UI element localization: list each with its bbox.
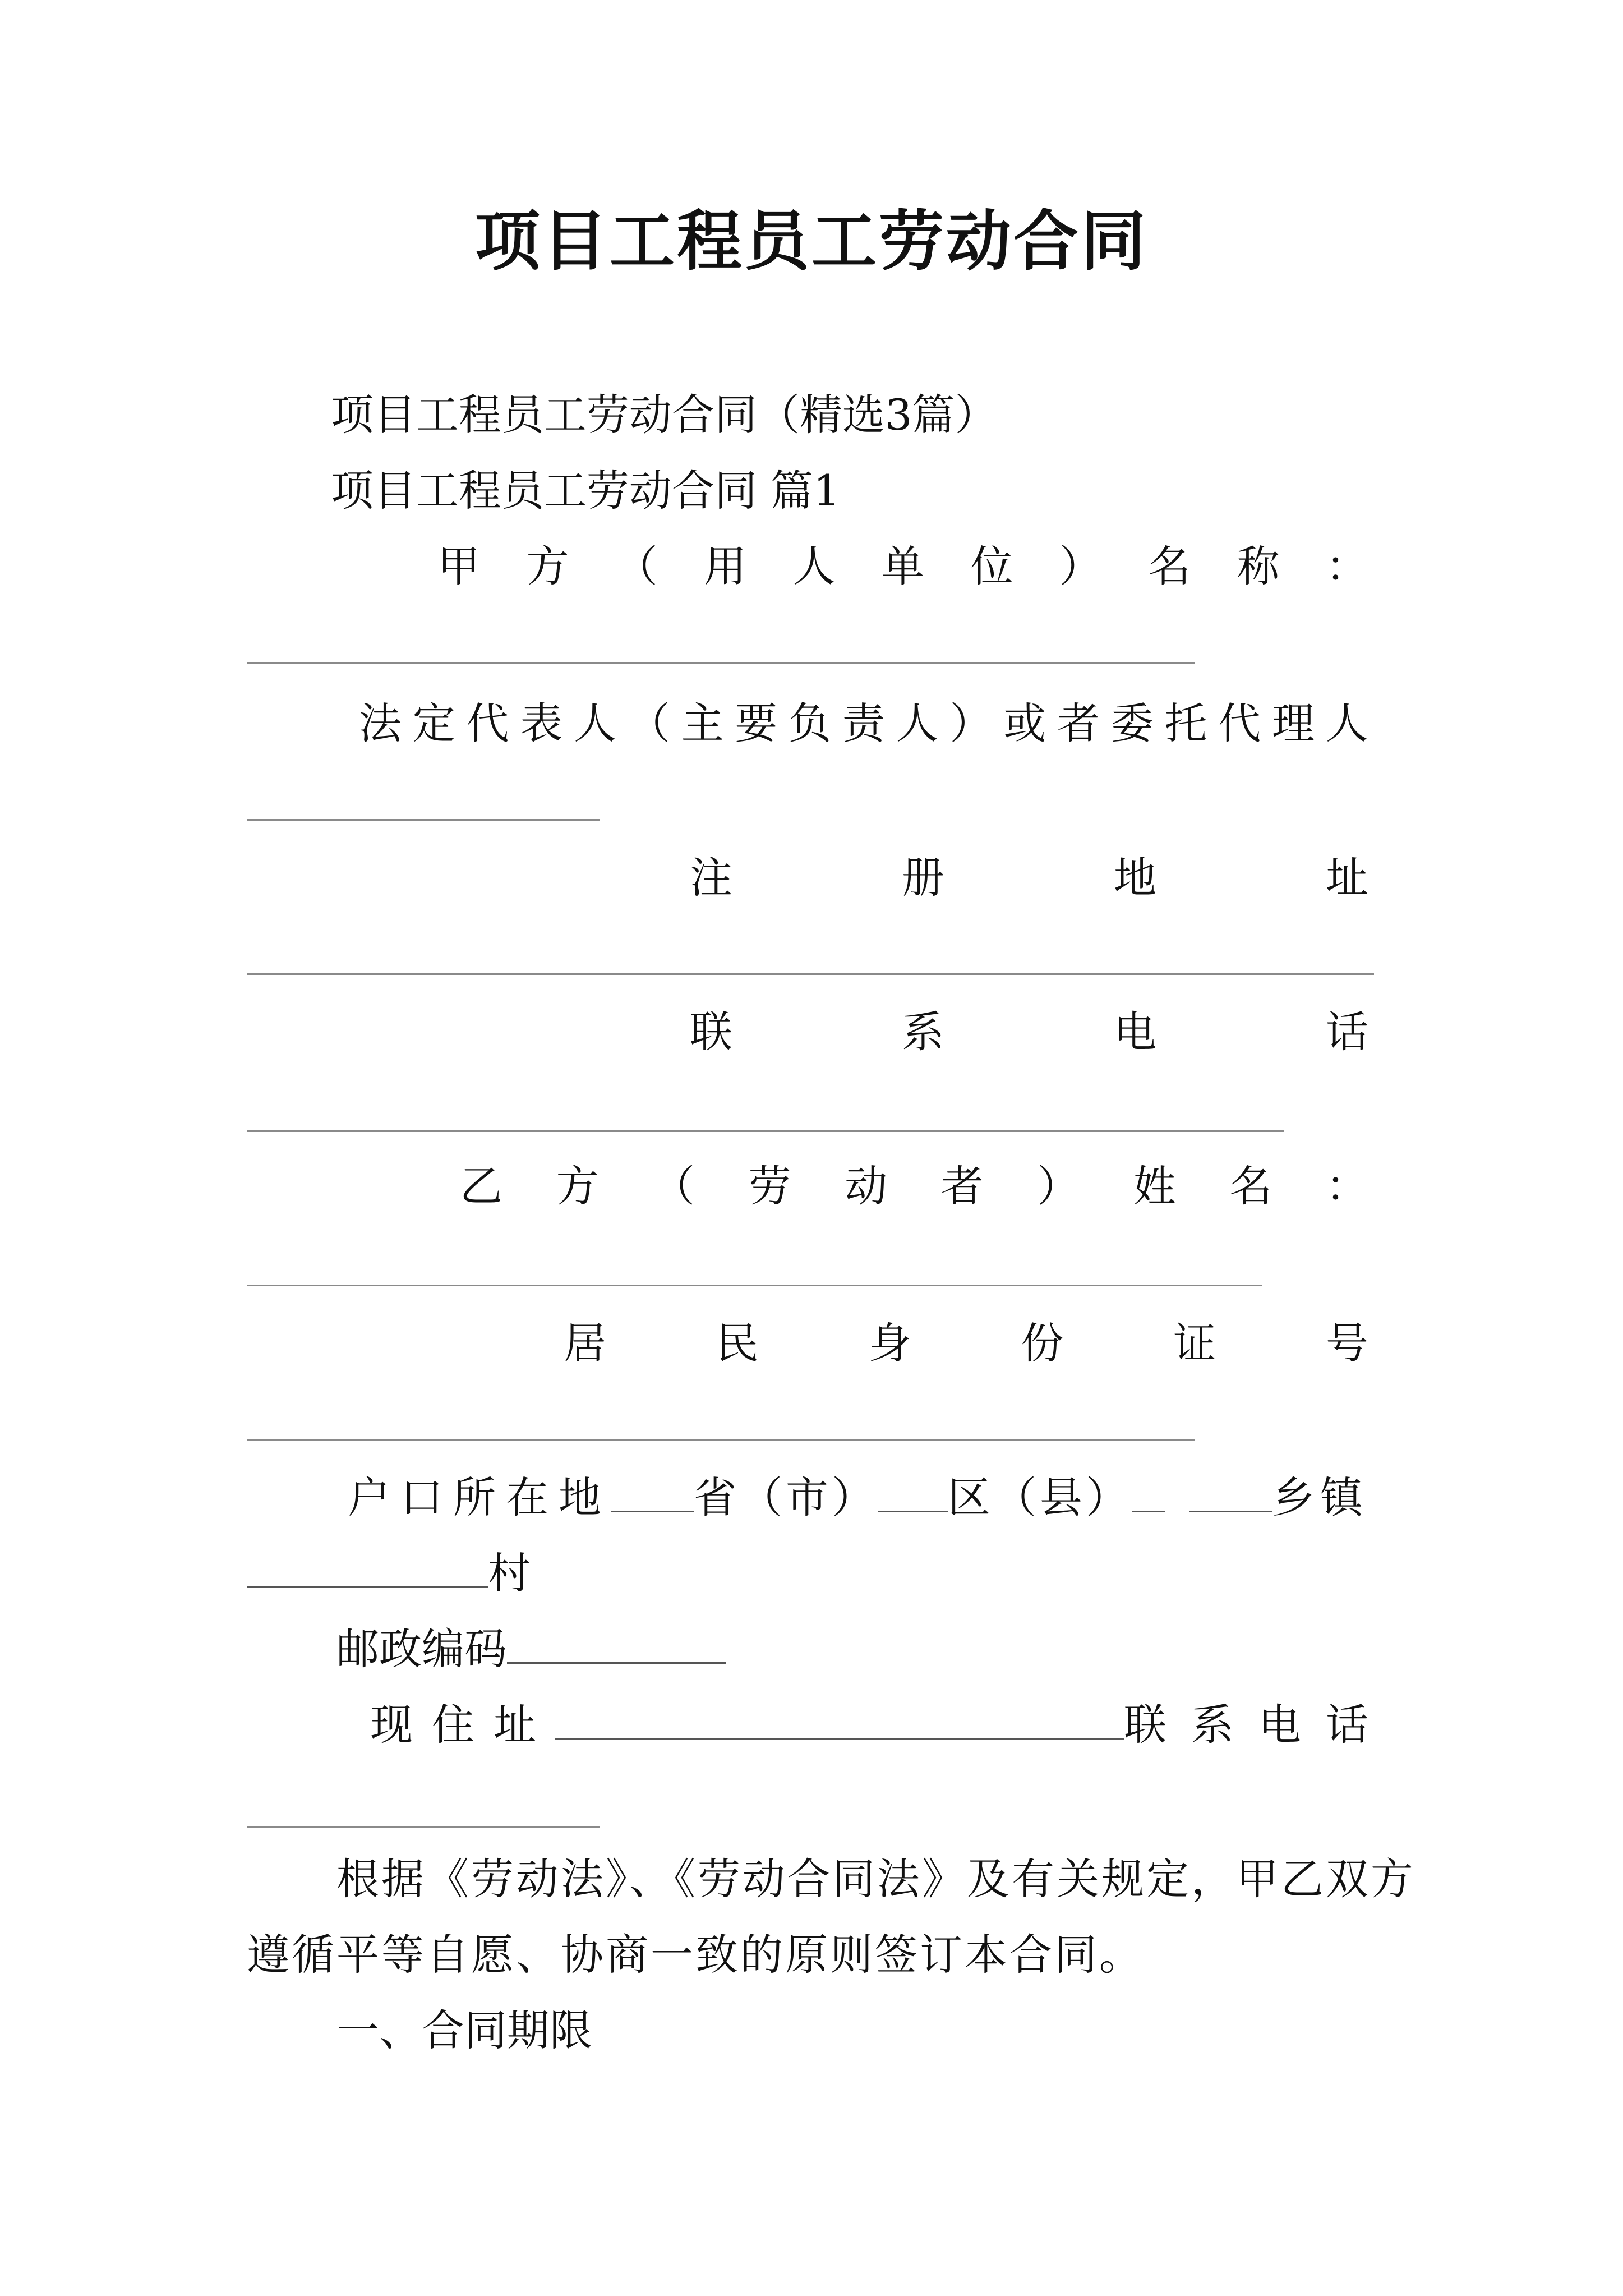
party-b-id-label: 居 民 身 份 证 号 <box>564 1318 1368 1368</box>
hukou-province-blank[interactable] <box>611 1471 694 1512</box>
party-b-hukou-row <box>348 1470 1368 1526</box>
party-b-postcode-row <box>336 1621 726 1677</box>
party-a-address-label: 注 册 地 址 <box>690 853 1368 903</box>
party-a-representative-blank[interactable] <box>247 819 600 821</box>
section-heading: 一、合同期限 <box>336 2005 592 2055</box>
current-address-label: 现住址 <box>370 1700 555 1750</box>
party-a-address-blank[interactable] <box>247 973 1374 975</box>
party-b-current-address-row <box>370 1697 1393 1753</box>
party-b-name-blank[interactable] <box>247 1285 1262 1286</box>
party-a-phone-blank[interactable] <box>247 1130 1284 1132</box>
preamble-line-2: 遵循平等自愿、协商一致的原则签订本合同。 <box>247 1930 1144 1980</box>
hukou-label: 户口所在地 <box>348 1473 611 1522</box>
party-a-phone-label: 联 系 电 话 <box>690 1007 1368 1057</box>
party-b-name-label: 乙 方 （ 劳 动 者 ） 姓 名 ： <box>460 1161 1368 1211</box>
hukou-township-label: 乡镇 <box>1272 1473 1368 1522</box>
party-b-id-blank[interactable] <box>247 1439 1195 1441</box>
postcode-label: 邮政编码 <box>336 1624 507 1674</box>
postcode-blank[interactable] <box>507 1623 726 1664</box>
part-heading: 项目工程员工劳动合同 篇1 <box>331 466 841 516</box>
village-blank[interactable] <box>247 1547 488 1588</box>
document-subtitle: 项目工程员工劳动合同（精选3篇） <box>331 390 998 440</box>
village-label: 村 <box>488 1548 531 1598</box>
current-address-blank[interactable] <box>555 1699 1124 1740</box>
page-title: 项目工程员工劳动合同 <box>475 203 1148 279</box>
party-a-name-label: 甲 方 （ 用 人 单 位 ） 名 称 ： <box>437 541 1368 591</box>
party-b-village-row <box>247 1545 531 1602</box>
current-phone-label: 联系电话 <box>1124 1700 1393 1750</box>
preamble-line-1: 根据《劳动法》、《劳动合同法》及有关规定，甲乙双方 <box>336 1854 1415 1904</box>
hukou-province-label: 省（市） <box>694 1473 878 1522</box>
party-a-name-blank[interactable] <box>247 662 1195 664</box>
party-a-representative-label: 法 定 代 表 人 （ 主 要 负 责 人 ） 或 者 委 托 代 理 人 <box>359 698 1368 748</box>
hukou-district-blank-2[interactable] <box>1132 1471 1165 1512</box>
hukou-district-label: 区（县） <box>948 1473 1132 1522</box>
hukou-township-blank[interactable] <box>1189 1471 1272 1512</box>
hukou-district-blank-1[interactable] <box>878 1471 948 1512</box>
current-phone-blank[interactable] <box>247 1826 600 1828</box>
